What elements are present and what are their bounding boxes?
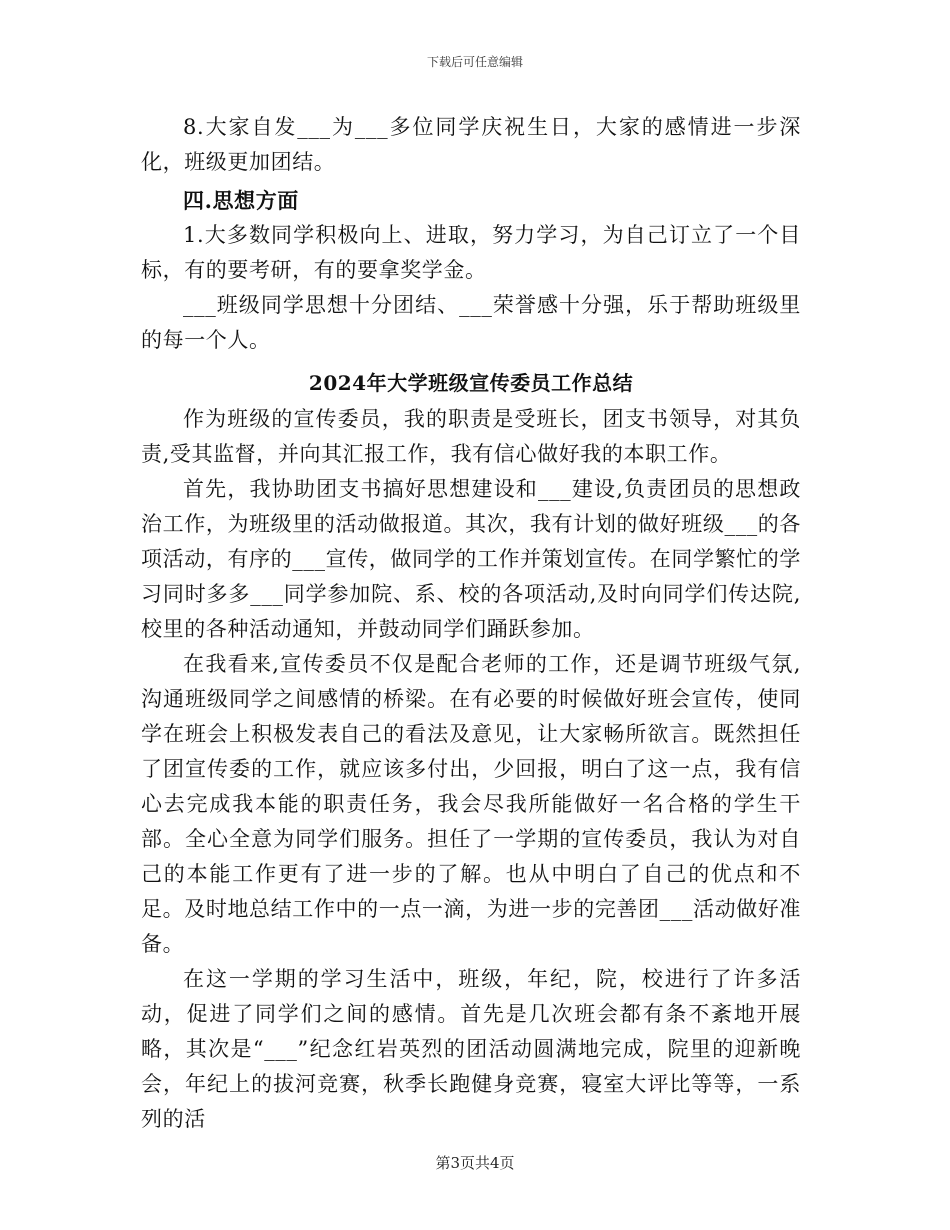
paragraph-item-8: 8.大家自发___为___多位同学庆祝生日，大家的感情进一步深化，班级更加团结。 [141, 115, 801, 174]
page-number: 第3页共4页 [435, 1154, 515, 1172]
section-heading-thought: 四.思想方面 [183, 188, 299, 213]
article-title: 2024年大学班级宣传委员工作总结 [308, 371, 634, 395]
article-paragraph: 在我看来,宣传委员不仅是配合老师的工作，还是调节班级气氛,沟通班级同学之间感情的桥梁。在有必要的时候做好班会宣传，使同学在班会上积极发表自己的看法及意见，让大家畅所欲言。既然担任了团宣传委的工作，就应该多付出，少回报，明白了这一点，我有信心去完成我本能的职责任务，我会尽我所能做好一名合格的学生干部。全心全意为同学们服务。担任了一学期的宣传委员，我认为对自己的本能工作更有了进一步的了解。也从中明白了自己的优点和不足。及时地总结工作中的一点一滴，为进一步的完善团___活动做好准备。 [141, 652, 801, 956]
article-paragraph: 作为班级的宣传委员，我的职责是受班长，团支书领导，对其负责,受其监督，并向其汇报工作，我有信心做好我的本职工作。 [141, 407, 801, 466]
article-paragraph: 首先，我协助团支书搞好思想建设和___建设,负责团员的思想政治工作，为班级里的活动做报道。其次，我有计划的做好班级___的各项活动，有序的___宣传，做同学的工作并策划宣传。在同学繁忙的学习同时多多___同学参加院、系、校的各项活动,及时向同学们传达院,校里的各种活动通知，并鼓动同学们踊跃参加。 [141, 477, 801, 641]
paragraph-thought-item-2: ___班级同学思想十分团结、___荣誉感十分强，乐于帮助班级里的每一个人。 [141, 293, 801, 352]
document-body [141, 110, 801, 1137]
article-paragraph: 在这一学期的学习生活中，班级，年纪，院，校进行了许多活动，促进了同学们之间的感情。首先是几次班会都有条不紊地开展略，其次是“___”纪念红岩英烈的团活动圆满地完成，院里的迎新晚会，年纪上的拔河竞赛，秋季长跑健身竞赛，寝室大评比等等，一系列的活 [141, 967, 801, 1131]
page-header-note: 下载后可任意编辑 [426, 55, 523, 69]
paragraph-thought-item-1: 1.大多数同学积极向上、进取，努力学习，为自己订立了一个目标，有的要考研，有的要拿奖学金。 [141, 223, 801, 282]
